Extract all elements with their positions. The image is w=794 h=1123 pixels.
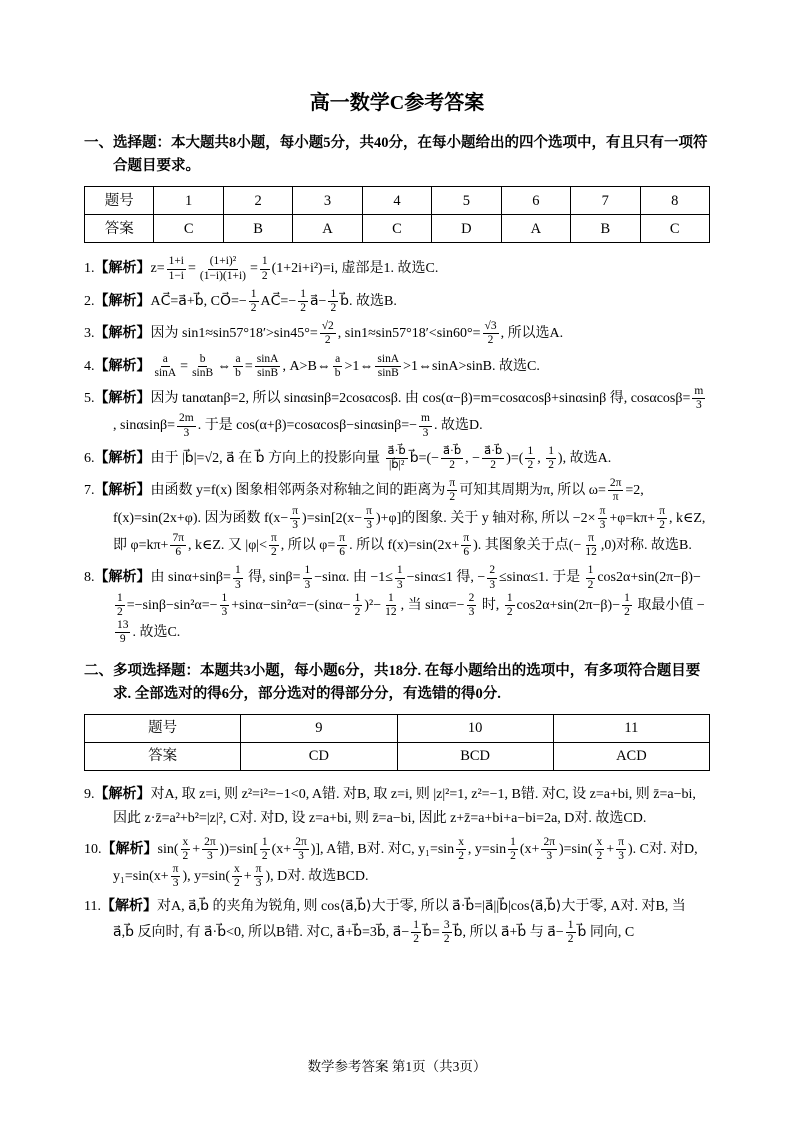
table-cell: 8 bbox=[640, 187, 710, 215]
solution-number: 5. bbox=[84, 390, 95, 406]
table-row-answers bbox=[85, 743, 710, 771]
solution-label: 【解析】 bbox=[101, 841, 158, 857]
solution-number: 8. bbox=[84, 570, 95, 586]
table-cell: 11 bbox=[553, 715, 709, 743]
solution-item bbox=[84, 564, 710, 646]
page-footer: 数学参考答案 第1页（共3页） bbox=[307, 1059, 487, 1075]
solution-item bbox=[84, 477, 710, 559]
solution-item bbox=[84, 288, 710, 315]
solution-text: 由于 |b⃗|=√2, a⃗ 在 b⃗ 方向上的投影向量 $\frac{a⃗\cdot b⃗}{\text{|b⃗|²}}$ b⃗=(− $\frac{a⃗\cdot b⃗}{2}$ , − $\frac{a⃗\cdot b⃗}{2}$ )=( $\frac{1}{2}$ , $\frac{1}{2}$ ), 故选A. bbox=[150, 444, 612, 472]
solution-text: 因为 tanαtanβ=2, 所以 sinαsinβ=2cosαcosβ. 由 cos(α−β)=m=cosαcosβ+sinαsinβ 得, cosαcosβ= $\frac{m}{3}$ , sinαsinβ= $\frac{2m}{3}$ . 于是 cos(α+β)=cosαcosβ−sinαsinβ=− $\frac{m}{3}$ . 故选D. bbox=[113, 385, 704, 439]
solution-label: 【解析】 bbox=[94, 326, 151, 342]
table-cell: A bbox=[501, 215, 570, 243]
table-cell: B bbox=[571, 215, 640, 243]
table-cell: C bbox=[640, 215, 710, 243]
solution-number: 4. bbox=[84, 358, 95, 374]
solution-label: 【解析】 bbox=[94, 483, 151, 499]
solution-number: 11. bbox=[84, 899, 101, 915]
table-cell: 4 bbox=[362, 187, 431, 215]
solution-label: 【解析】 bbox=[94, 358, 151, 374]
table-cell: B bbox=[223, 215, 292, 243]
table-row-answers bbox=[85, 215, 710, 243]
solution-text: z= $\frac{1+i}{1-i}$ = $\frac{\text{(1+i)²}}{(1-i)(1+i)}$ = $\frac{1}{2}$ (1+2i+i²)=i, 虚部是1. 故选C. bbox=[150, 255, 439, 282]
solution-item bbox=[84, 836, 710, 891]
solution-item bbox=[84, 895, 710, 946]
table-cell: 9 bbox=[241, 715, 397, 743]
solution-number: 6. bbox=[84, 450, 95, 466]
solution-label: 【解析】 bbox=[94, 787, 151, 803]
table-cell: 7 bbox=[571, 187, 640, 215]
table-cell-rowhead: 答案 bbox=[85, 215, 154, 243]
table-row-question-numbers bbox=[85, 715, 710, 743]
solution-number: 10. bbox=[84, 841, 102, 857]
table-cell: 1 bbox=[154, 187, 223, 215]
solution-label: 【解析】 bbox=[94, 293, 151, 309]
table-cell: BCD bbox=[397, 743, 553, 771]
table-cell: 3 bbox=[293, 187, 362, 215]
table-cell: 2 bbox=[223, 187, 292, 215]
table-cell: ACD bbox=[553, 743, 709, 771]
page-title: 高一数学C参考答案 bbox=[309, 92, 485, 114]
solution-text: $\frac{a}{\sin A}$ = $\frac{b}{\sin B}$ ⇔ $\frac{a}{b}$ = $\frac{\sin A}{\sin B}$ , A>B⇔ $\frac{a}{b}$ >1⇔ $\frac{\sin A}{\sin B}$ >1⇔sinA>sinB. 故选C. bbox=[154, 352, 540, 379]
table-cell: 10 bbox=[397, 715, 553, 743]
answer-table-multichoice bbox=[84, 714, 710, 771]
table-cell-rowhead: 题号 bbox=[85, 187, 154, 215]
solution-text: AC⃗=a⃗+b⃗, CO⃗=− $\frac{1}{2}$ AC⃗=− $\frac{1}{2}$ a⃗− $\frac{1}{2}$ b⃗. 故选B. bbox=[150, 287, 397, 314]
solution-number: 1. bbox=[84, 261, 95, 277]
table-cell-rowhead: 题号 bbox=[85, 715, 241, 743]
solution-text: sin( $\frac{x}{2}$ + $\frac{2\pi}{3}$ ))=sin[ $\frac{1}{2}$ (x+ $\frac{2\pi}{3}$ )], A错, B对. 对C, y₁=sin $\frac{x}{2}$ , y=sin $\frac{1}{2}$ (x+ $\frac{2\pi}{3}$ )=sin( $\frac{x}{2}$ + $\frac{\pi}{3}$ ). C对. 对D, y₁=sin(x+ $\frac{\pi}{3}$ ), y=sin( $\frac{x}{2}$ + $\frac{\pi}{3}$ ), D对. 故选BCD. bbox=[113, 835, 698, 890]
solution-item bbox=[84, 320, 710, 347]
section1-heading: 一、选择题：本大题共8小题，每小题5分，共40分，在每小题给出的四个选项中，有且只有一项符合题目要求。 bbox=[84, 135, 708, 175]
solution-number: 3. bbox=[84, 326, 95, 342]
solution-text: 因为 sin1≈sin57°18′>sin45°= $\frac{√2}{2}$ , sin1≈sin57°18′<sin60°= $\frac{√3}{2}$ , 所以选A. bbox=[150, 320, 564, 347]
solution-text: 由 sinα+sinβ= $\frac{1}{3}$ 得, sinβ= $\frac{1}{3}$ −sinα. 由 −1≤ $\frac{1}{3}$ −sinα≤1 得, − $\frac{2}{3}$ ≤sinα≤1. 于是 $\frac{1}{2}$ cos2α+sin(2π−β)− $\frac{1}{2}$ =−sinβ−sin²α=− $\frac{1}{3}$ +sinα−sin²α=−(sinα− $\frac{1}{2}$ )²− $\frac{1}{12}$ , 当 sinα=− $\frac{2}{3}$ 时, $\frac{1}{2}$ cos2α+sin(2π−β)− $\frac{1}{2}$ 取最小值 − $\frac{13}{9}$ . 故选C. bbox=[117, 564, 705, 646]
answer-table-choice bbox=[84, 186, 710, 243]
solution-item bbox=[84, 445, 710, 472]
solution-text: 对A, a⃗,b⃗ 的夹角为锐角, 则 cos⟨a⃗,b⃗⟩大于零, 所以 a⃗·b⃗=|a⃗||b⃗|cos⟨a⃗,b⃗⟩大于零, A对. 对B, 当 a⃗,b⃗ 反向时, 有 a⃗·b⃗<0, 所以B错. 对C, a⃗+b⃗=3b⃗, a⃗− $\frac{1}{2}$ b⃗= $\frac{3}{2}$ b⃗, 所以 a⃗+b⃗ 与 a⃗− $\frac{1}{2}$ b⃗ 同向, C bbox=[113, 899, 686, 946]
solution-text: 对A, 取 z=i, 则 z²=i²=−1<0, A错. 对B, 取 z=i, 则 |z|²=1, z²=−1, B错. 对C, 设 z=a+bi, 则 z̄=a−bi, 因此 z·z̄=a²+b²=|z|², C对. 对D, 设 z=a+bi, 则 z̄=a−bi, 因此 z+z̄=a+bi+a−bi=2a, D对. 故选CD. bbox=[113, 787, 696, 826]
solution-label: 【解析】 bbox=[100, 899, 157, 915]
solution-item bbox=[84, 353, 710, 380]
table-cell: C bbox=[154, 215, 223, 243]
table-cell: D bbox=[432, 215, 501, 243]
solution-number: 9. bbox=[84, 787, 95, 803]
section2-heading: 二、多项选择题：本题共3小题，每小题6分，共18分. 在每小题给出的选项中，有多项符合题目要求. 全部选对的得6分，部分选对的得部分分，有选错的得0分. bbox=[84, 662, 701, 702]
solution-item bbox=[84, 255, 710, 282]
solution-item bbox=[84, 783, 710, 831]
solution-label: 【解析】 bbox=[94, 450, 151, 466]
solution-text: 由函数 y=f(x) 图象相邻两条对称轴之间的距离为 $\frac{\pi}{2}$ 可知其周期为π, 所以 ω= $\frac{2\pi}{\pi}$ =2, f(x)=sin(2x+φ). 因为函数 f(x− $\frac{\pi}{3}$ )=sin[2(x− $\frac{\pi}{3}$ )+φ]的图象. 关于 y 轴对称, 所以 −2× $\frac{\pi}{3}$ +φ=kπ+ $\frac{\pi}{2}$ , k∈Z, 即 φ=kπ+ $\frac{7\pi}{6}$ , k∈Z. 又 |φ|< $\frac{\pi}{2}$ , 所以 φ= $\frac{\pi}{6}$ . 所以 f(x)=sin(2x+ $\frac{\pi}{6}$ ). 其图象关于点(− $\frac{\pi}{12}$ ,0)对称. 故选B. bbox=[113, 477, 706, 559]
solution-item bbox=[84, 385, 710, 440]
solution-number: 7. bbox=[84, 483, 95, 499]
solution-label: 【解析】 bbox=[94, 261, 151, 277]
solution-label: 【解析】 bbox=[94, 390, 151, 406]
solution-label: 【解析】 bbox=[94, 570, 151, 586]
table-cell-rowhead: 答案 bbox=[85, 743, 241, 771]
solution-number: 2. bbox=[84, 293, 95, 309]
table-cell: A bbox=[293, 215, 362, 243]
table-cell: CD bbox=[241, 743, 397, 771]
table-row-question-numbers bbox=[85, 187, 710, 215]
table-cell: C bbox=[362, 215, 431, 243]
table-cell: 5 bbox=[432, 187, 501, 215]
table-cell: 6 bbox=[501, 187, 570, 215]
